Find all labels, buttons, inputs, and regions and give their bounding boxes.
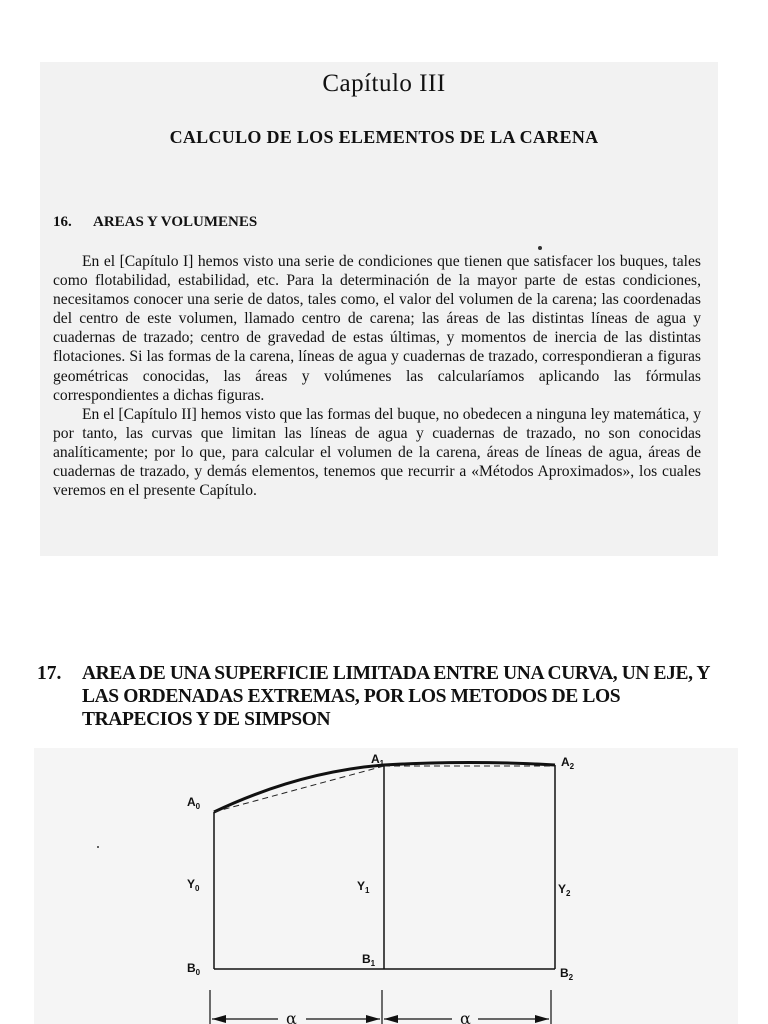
label-y1: $Y_1$ (357, 879, 370, 895)
label-a1: $A_1$ (371, 752, 385, 768)
spacing-label: α (286, 1009, 297, 1024)
arrow-head (366, 1015, 380, 1023)
label-y0: $Y_0$ (187, 877, 200, 893)
spacing-label: α (460, 1009, 471, 1024)
section-17-number: 17. (37, 663, 62, 684)
paragraph: En el [Capítulo I] hemos visto una serie de condiciones que tienen que satisfacer los buques, tales como flotabilidad, estabilidad, etc. Para la determinación de la mayor parte de estas condiciones, necesitamos conocer una serie de datos, tales como, el valor del volumen de la carena; las coordenadas del centro de este volumen, llamado centro de carena; las áreas de las distintas líneas de agua y cuadernas de trazado; centro de gravedad de estas últimas, y momentos de inercia de las distintas flotaciones. Si las formas de la carena, líneas de agua y cuadernas de trazado, correspondieran a figuras geométricas conocidas, las áreas y volúmenes las calcularíamos aplicando las fórmulas correspondientes a dichas figuras. (53, 253, 701, 404)
label-b1: $B_1$ (362, 952, 376, 968)
section-16-title: AREAS Y VOLUMENES (93, 214, 258, 230)
label-a0: $A_0$ (187, 795, 201, 811)
arrow-head (535, 1015, 549, 1023)
arrow-head (212, 1015, 226, 1023)
label-y2: $Y_2$ (558, 882, 571, 898)
arrow-head (384, 1015, 398, 1023)
section-16-number: 16. (53, 214, 72, 230)
chapter-subtitle: CALCULO DE LOS ELEMENTOS DE LA CARENA (169, 127, 599, 147)
chapter-title: Capítulo III (322, 70, 446, 97)
paragraph: En el [Capítulo II] hemos visto que las formas del buque, no obedecen a ninguna ley matemática, y por tanto, las curvas que limitan las líneas de agua y cuadernas de trazado, no son conocidas analíticamente; por lo que, para calcular el volumen de la carena, áreas de líneas de agua, áreas de cuadernas de trazado, y demás elementos, tenemos que recurrir a «Métodos Aproximados», los cuales veremos en el presente Capítulo. (53, 405, 701, 500)
chord-a0-a1 (214, 766, 384, 812)
label-a2: $A_2$ (561, 755, 575, 771)
label-b0: $B_0$ (187, 961, 201, 977)
label-b2: $B_2$ (560, 966, 574, 982)
section-17-title: AREA DE UNA SUPERFICIE LIMITADA ENTRE UNA CURVA, UN EJE, Y LAS ORDENADAS EXTREMAS, POR LOS METODOS DE LOS TRAPECIOS Y DE SIMPSON (82, 663, 710, 730)
